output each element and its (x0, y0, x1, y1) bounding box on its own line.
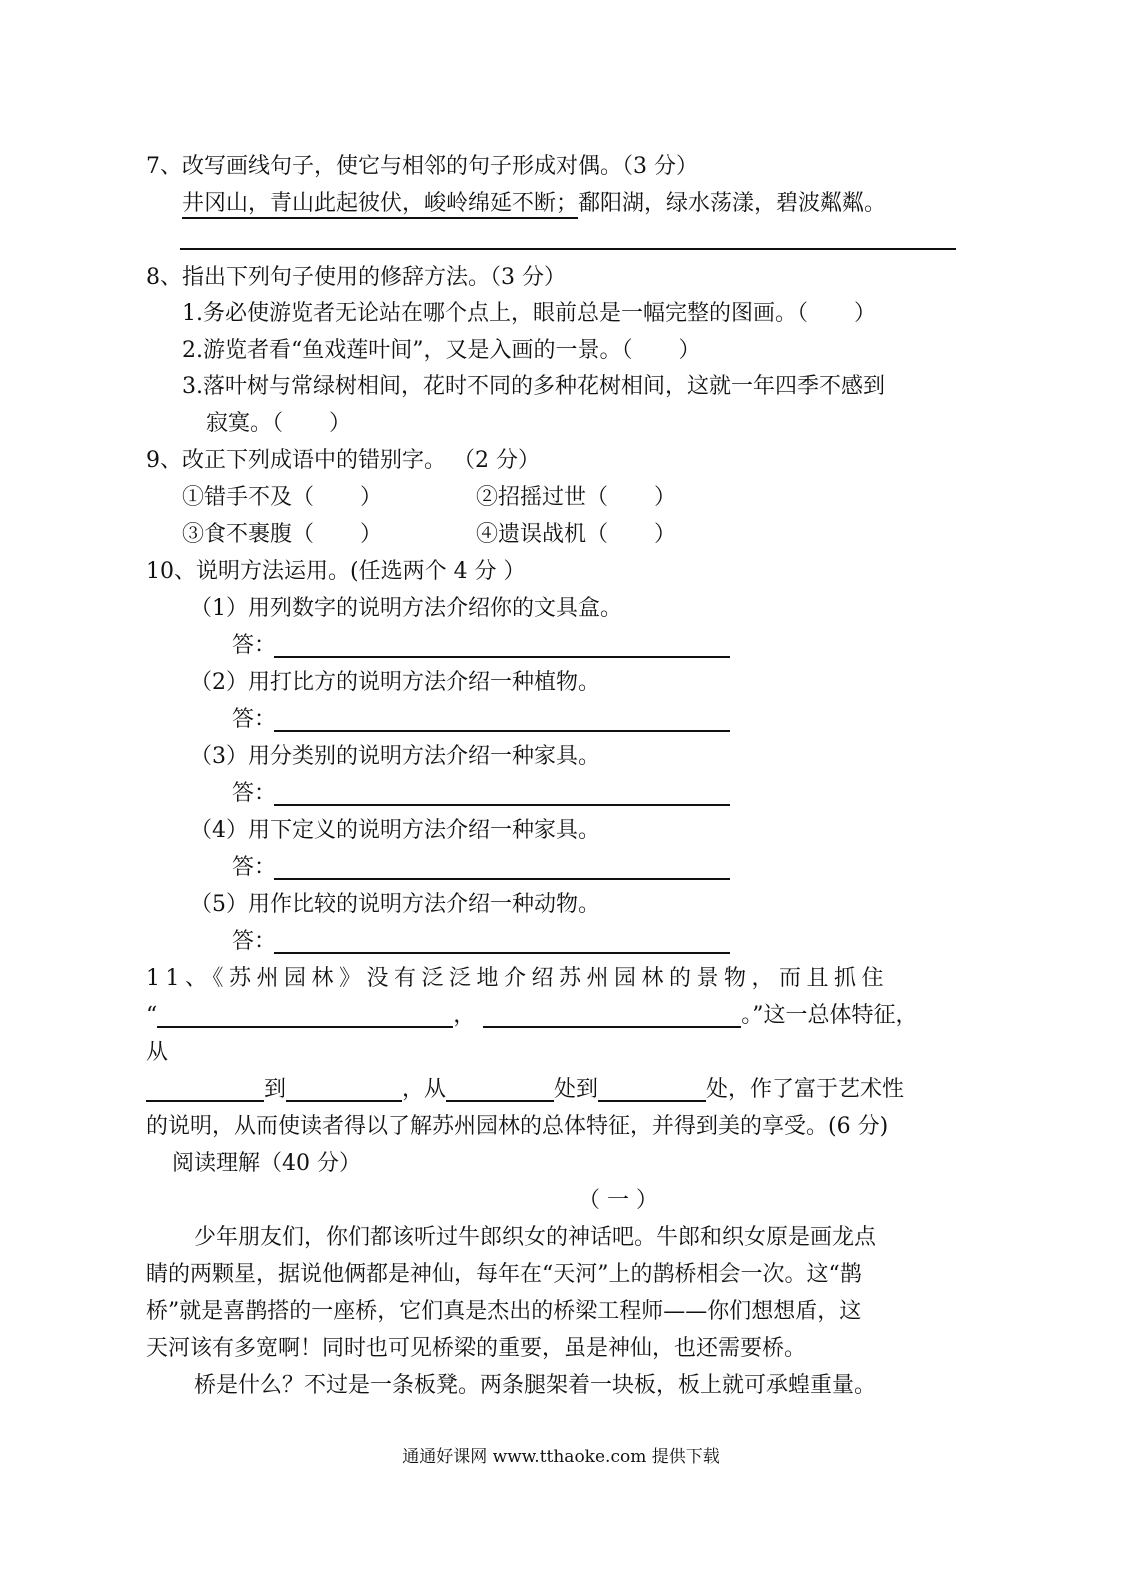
reading-title: 阅读理解（40 分） (172, 1151, 361, 1176)
q10-item-2: （2）用打比方的说明方法介绍一种植物。 (190, 670, 600, 695)
q10-answer-line-5[interactable] (274, 930, 730, 954)
q10-answer-row-1: 答： (232, 633, 730, 659)
q9-item-4: ④遗误战机（ ） (476, 522, 677, 547)
q11-line-3: 从 (146, 1040, 169, 1065)
q7-rest-sentence: 鄱阳湖，绿水荡漾，碧波粼粼。 (578, 191, 887, 216)
q10-answer-line-2[interactable] (274, 708, 730, 732)
q10-answer-line-3[interactable] (274, 782, 730, 806)
reading-paragraph-line: 睛的两颗星，据说他俩都是神仙，每年在“天河”上的鹊桥相会一次。这“鹊 (146, 1262, 862, 1287)
q10-item-4: （4）用下定义的说明方法介绍一种家具。 (190, 818, 600, 843)
reading-paragraph-line: 桥”就是喜鹊搭的一座桥，它们真是杰出的桥梁工程师——你们想想盾，这 (146, 1299, 862, 1324)
q10-answer-line-1[interactable] (274, 634, 730, 658)
q8-item-3-cont: 寂寞。（ ） (206, 411, 352, 436)
reading-paragraph-line: 少年朋友们，你们都该听过牛郎织女的神话吧。牛郎和织女原是画龙点 (194, 1225, 877, 1250)
q11-blank-4[interactable] (286, 1078, 402, 1102)
q10-item-1: （1）用列数字的说明方法介绍你的文具盒。 (190, 596, 622, 621)
q10-answer-row-5: 答： (232, 929, 730, 955)
q9-title: 9、改正下列成语中的错别字。 （2 分） (146, 448, 540, 473)
q7-underlined-sentence: 井冈山，青山此起彼伏，峻岭绵延不断； (182, 191, 578, 219)
q8-item-3: 3.落叶树与常绿树相间，花时不同的多种花树相间，这就一年四季不感到 (182, 374, 885, 399)
q9-item-3: ③食不裹腹（ ） (182, 522, 383, 547)
q11-blank-1[interactable] (157, 1004, 453, 1028)
q11-blank-3[interactable] (146, 1078, 264, 1102)
q11-line-4: 到 ，从 处到 处，作了富于艺术性 (146, 1077, 904, 1103)
q10-answer-line-4[interactable] (274, 856, 730, 880)
q7-answer-line[interactable] (180, 248, 956, 250)
q10-item-5: （5）用作比较的说明方法介绍一种动物。 (190, 892, 600, 917)
q10-item-3: （3）用分类别的说明方法介绍一种家具。 (190, 744, 600, 769)
q7-sentence (182, 191, 886, 219)
q8-item-2: 2.游览者看“鱼戏莲叶间”，又是入画的一景。（ ） (182, 338, 701, 363)
footer-source: 通通好课网 www.tthaoke.com 提供下载 (402, 1447, 720, 1467)
q10-title: 10、说明方法运用。(任选两个 4 分 ） (146, 559, 526, 584)
q11-blank-5[interactable] (446, 1078, 554, 1102)
q9-item-1: ①错手不及（ ） (182, 485, 383, 510)
q7-title: 7、改写画线句子，使它与相邻的句子形成对偶。（3 分） (146, 154, 698, 179)
q11-line-1: 11、《苏州园林》没有泛泛地介绍苏州园林的景物，而且抓住 (146, 966, 889, 991)
q11-blank-6[interactable] (598, 1078, 706, 1102)
reading-paragraph-line: 天河该有多宽啊！同时也可见桥梁的重要，虽是神仙，也还需要桥。 (146, 1336, 807, 1361)
reading-paragraph-line: 桥是什么？不过是一条板凳。两条腿架着一块板，板上就可承蝗重量。 (194, 1373, 877, 1398)
q10-answer-row-2: 答： (232, 707, 730, 733)
reading-section-heading: （ 一 ） (578, 1188, 658, 1213)
q10-answer-row-3: 答： (232, 781, 730, 807)
q10-answer-row-4: 答： (232, 855, 730, 881)
q9-item-2: ②招摇过世（ ） (476, 485, 677, 510)
q11-blank-2[interactable] (483, 1004, 741, 1028)
q11-line-2: “ ， 。”这一总体特征， (146, 1003, 918, 1028)
q8-item-1: 1.务必使游览者无论站在哪个点上，眼前总是一幅完整的图画。（ ） (182, 301, 877, 326)
q11-line-5: 的说明，从而使读者得以了解苏州园林的总体特征，并得到美的享受。(6 分) (146, 1114, 889, 1139)
q8-title: 8、指出下列句子使用的修辞方法。（3 分） (146, 265, 566, 290)
